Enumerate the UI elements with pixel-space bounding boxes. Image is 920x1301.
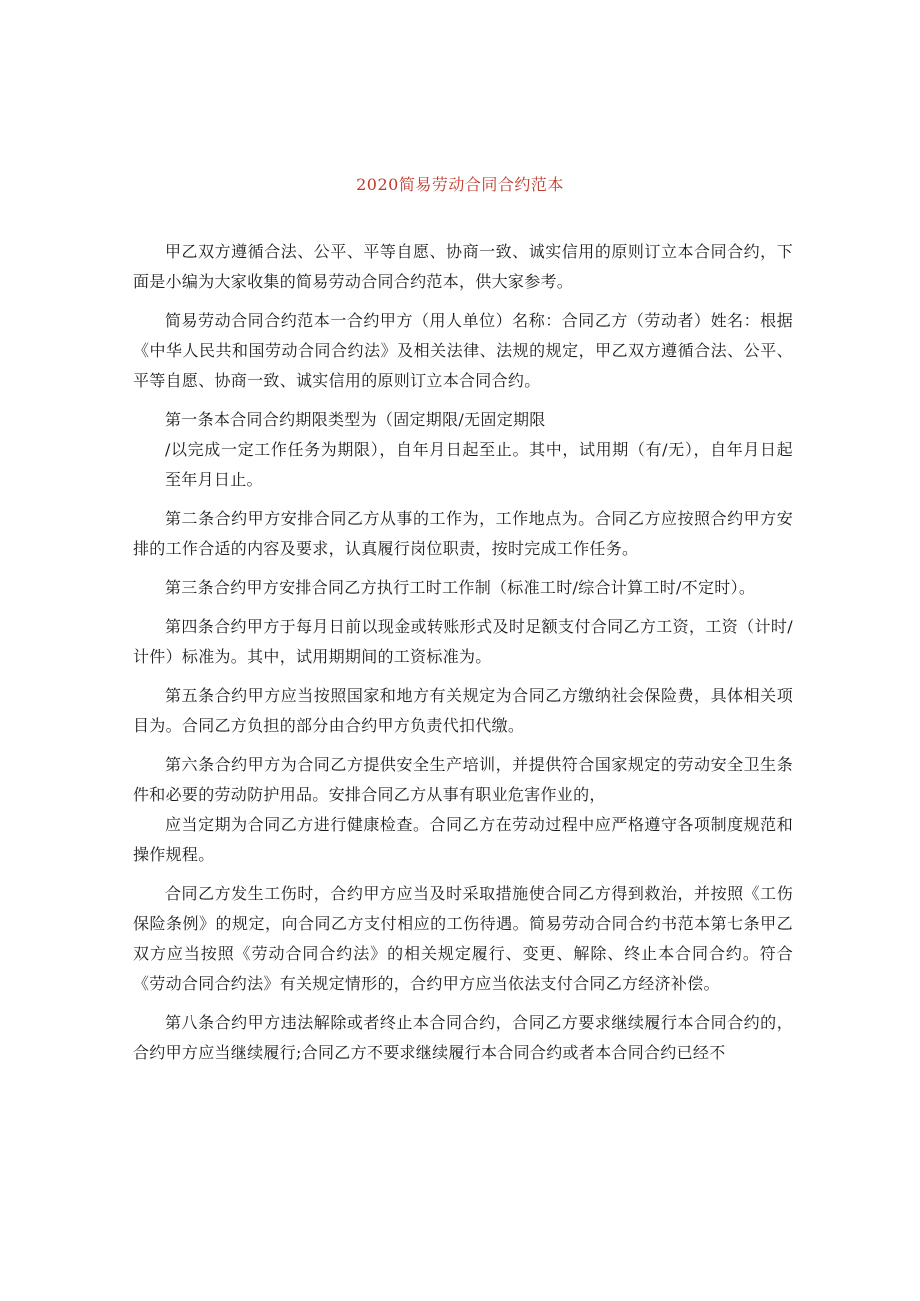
paragraph: 第五条合约甲方应当按照国家和地方有关规定为合同乙方缴纳社会保险费，具体相关项目为。合同乙方负担的部分由合约甲方负责代扣代缴。 <box>133 686 793 735</box>
paragraph: 第四条合约甲方于每月日前以现金或转账形式及时足额支付合同乙方工资，工资（计时/计件）标准为。其中，试用期期间的工资标准为。 <box>133 617 793 666</box>
paragraph: 应当定期为合同乙方进行健康检查。合同乙方在劳动过程中应严格遵守各项制度规范和操作规程。 <box>133 815 793 864</box>
document-body <box>133 237 793 1077</box>
paragraph: 第二条合约甲方安排合同乙方从事的工作为，工作地点为。合同乙方应按照合约甲方安排的工作合适的内容及要求，认真履行岗位职责，按时完成工作任务。 <box>133 509 793 558</box>
paragraph: 第八条合约甲方违法解除或者终止本合同合约，合同乙方要求继续履行本合同合约的，合约甲方应当继续履行;合同乙方不要求继续履行本合同合约或者本合同合约已经不 <box>133 1013 793 1062</box>
paragraph: /以完成一定工作任务为期限），自年月日起至止。其中，试用期（有/无），自年月日起至年月日止。 <box>165 440 793 489</box>
paragraph: 合同乙方发生工伤时，合约甲方应当及时采取措施使合同乙方得到救治，并按照《工伤保险条例》的规定，向合同乙方支付相应的工伤待遇。简易劳动合同合约书范本第七条甲乙双方应当按照《劳动合同合约法》的相关规定履行、变更、解除、终止本合同合约。符合《劳动合同合约法》有关规定情形的，合约甲方应当依法支付合同乙方经济补偿。 <box>133 884 793 993</box>
paragraph: 简易劳动合同合约范本一合约甲方（用人单位）名称：合同乙方（劳动者）姓名：根据《中华人民共和国劳动合同合约法》及相关法律、法规的规定，甲乙双方遵循合法、公平、平等自愿、协商一致、诚实信用的原则订立本合同合约。 <box>133 311 793 390</box>
document-title: 2020简易劳动合同合约范本 <box>356 175 564 194</box>
paragraph: 第六条合约甲方为合同乙方提供安全生产培训，并提供符合国家规定的劳动安全卫生条件和必要的劳动防护用品。安排合同乙方从事有职业危害作业的， <box>133 755 793 804</box>
paragraph: 甲乙双方遵循合法、公平、平等自愿、协商一致、诚实信用的原则订立本合同合约，下面是小编为大家收集的简易劳动合同合约范本，供大家参考。 <box>133 242 793 291</box>
paragraph: 第三条合约甲方安排合同乙方执行工时工作制（标准工时/综合计算工时/不定时）。 <box>165 578 756 597</box>
paragraph: 第一条本合同合约期限类型为（固定期限/无固定期限 <box>165 410 546 429</box>
